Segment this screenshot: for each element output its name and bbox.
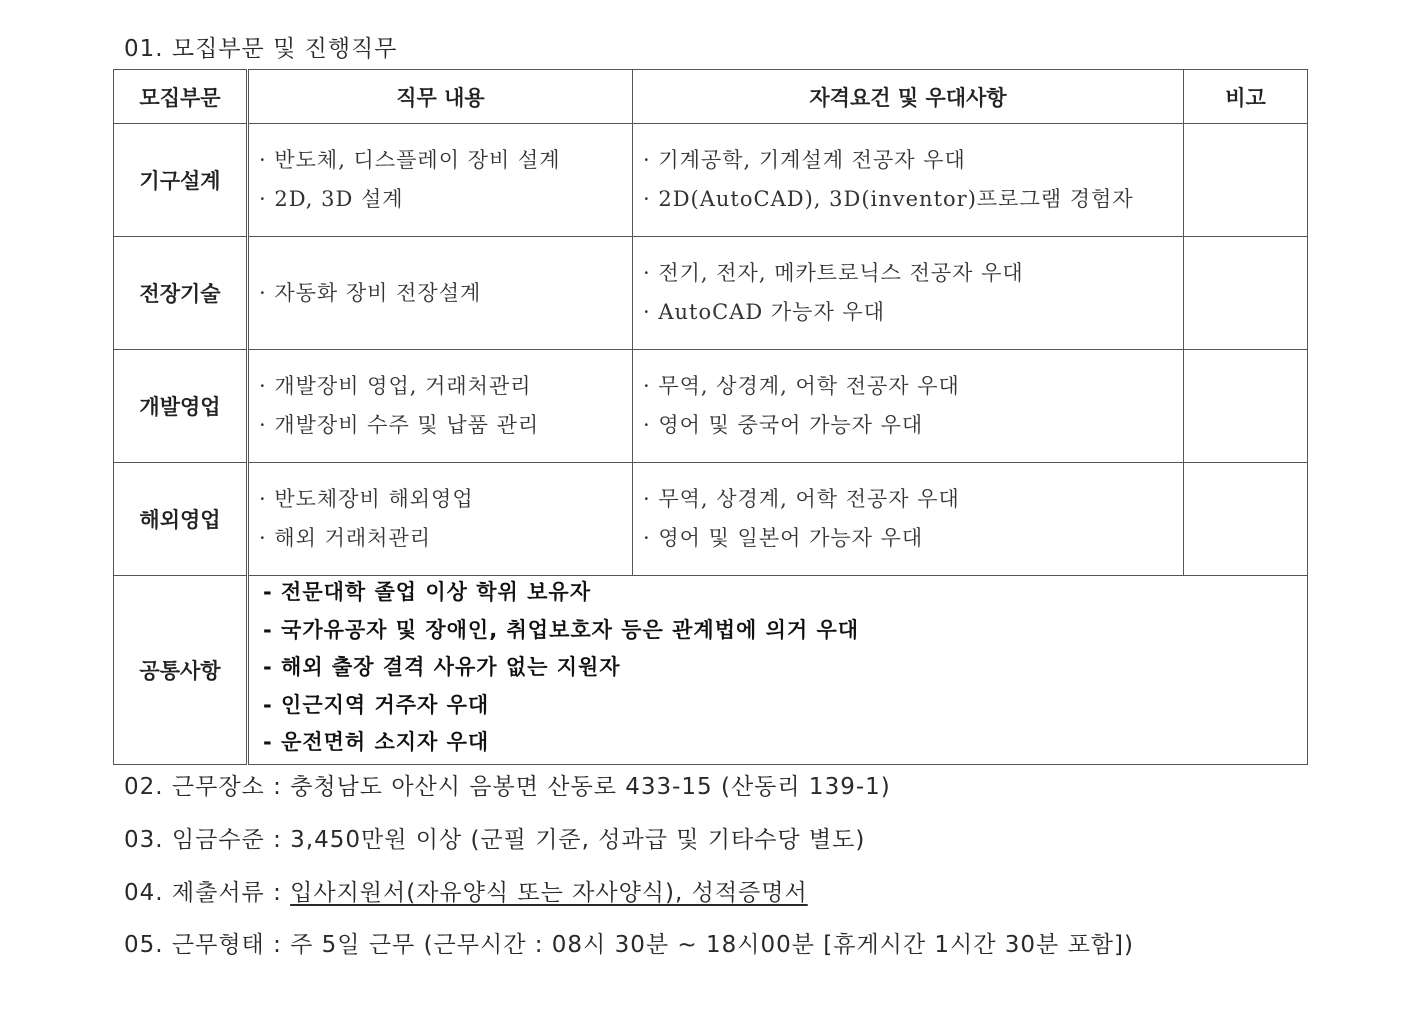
note-cell [1184,350,1308,463]
note-cell [1184,124,1308,237]
table-row [114,350,1308,463]
duty-line: · 개발장비 수주 및 납품 관리 [259,413,540,437]
common-row [114,576,1308,765]
workplace-value: 충청남도 아산시 음봉면 산동로 433-15 (산동리 139-1) [290,774,891,800]
requirements-cell [633,350,1184,463]
duties-cell [248,350,633,463]
duty-line: · 2D, 3D 설계 [259,187,404,211]
requirement-line: · AutoCAD 가능자 우대 [643,300,885,324]
duties-cell [248,237,633,350]
salary-value: 3,450만원 이상 (군필 기준, 성과급 및 기타수당 별도) [290,827,866,853]
duty-line: · 자동화 장비 전장설계 [259,280,482,305]
common-item: - 국가유공자 및 장애인, 취업보호자 등은 관계법에 의거 우대 [263,617,860,642]
duty-line: · 개발장비 영업, 거래처관리 [259,374,532,398]
table-row [114,463,1308,576]
header-division: 모집부문 [114,70,248,124]
common-item: - 운전면허 소지자 우대 [263,730,490,754]
common-label: 공통사항 [114,576,248,765]
division-cell: 기구설계 [114,124,248,237]
salary-prefix: 03. 임금수준 : [124,827,291,853]
requirement-line: · 무역, 상경계, 어학 전공자 우대 [643,374,960,398]
salary-line [124,821,865,854]
duty-line: · 반도체, 디스플레이 장비 설계 [259,148,561,172]
table-row [114,237,1308,350]
section-1-heading: 01. 모집부문 및 진행직무 [124,36,398,62]
common-item: - 전문대학 졸업 이상 학위 보유자 [263,580,591,604]
requirements-cell [633,237,1184,350]
duties-cell [248,463,633,576]
documents-line [124,874,808,907]
division-cell: 전장기술 [114,237,248,350]
note-cell [1184,237,1308,350]
requirement-line: · 전기, 전자, 메카트로닉스 전공자 우대 [643,261,1024,285]
duty-line: · 반도체장비 해외영업 [259,487,474,511]
common-items-cell [248,576,1308,765]
recruitment-table [113,69,1308,765]
requirement-line: · 기계공학, 기계설계 전공자 우대 [643,148,966,172]
header-duties: 직무 내용 [248,70,633,124]
common-item: - 해외 출장 결격 사유가 없는 지원자 [263,655,621,679]
requirements-cell [633,463,1184,576]
division-cell: 개발영업 [114,350,248,463]
requirement-line: · 영어 및 일본어 가능자 우대 [643,526,924,550]
header-requirements: 자격요건 및 우대사항 [633,70,1184,124]
work-type-value: 주 5일 근무 (근무시간 : 08시 30분 ~ 18시00분 [휴게시간 1시간 30분 포함]) [290,932,1134,958]
requirement-line: · 2D(AutoCAD), 3D(inventor)프로그램 경험자 [643,187,1134,211]
header-note: 비고 [1184,70,1308,124]
note-cell [1184,463,1308,576]
documents-value: 입사지원서(자유양식 또는 자사양식), 성적증명서 [290,880,808,906]
table-header-row [114,70,1308,124]
workplace-prefix: 02. 근무장소 : [124,774,291,800]
work-type-line [124,926,1134,959]
requirements-cell [633,124,1184,237]
division-cell: 해외영업 [114,463,248,576]
table-row [114,124,1308,237]
documents-prefix: 04. 제출서류 : [124,880,291,906]
common-item: - 인근지역 거주자 우대 [263,692,490,717]
work-type-prefix: 05. 근무형태 : [124,932,291,958]
requirement-line: · 무역, 상경계, 어학 전공자 우대 [643,487,960,511]
requirement-line: · 영어 및 중국어 가능자 우대 [643,413,924,437]
workplace-line [124,768,891,801]
duties-cell [248,124,633,237]
duty-line: · 해외 거래처관리 [259,526,432,550]
